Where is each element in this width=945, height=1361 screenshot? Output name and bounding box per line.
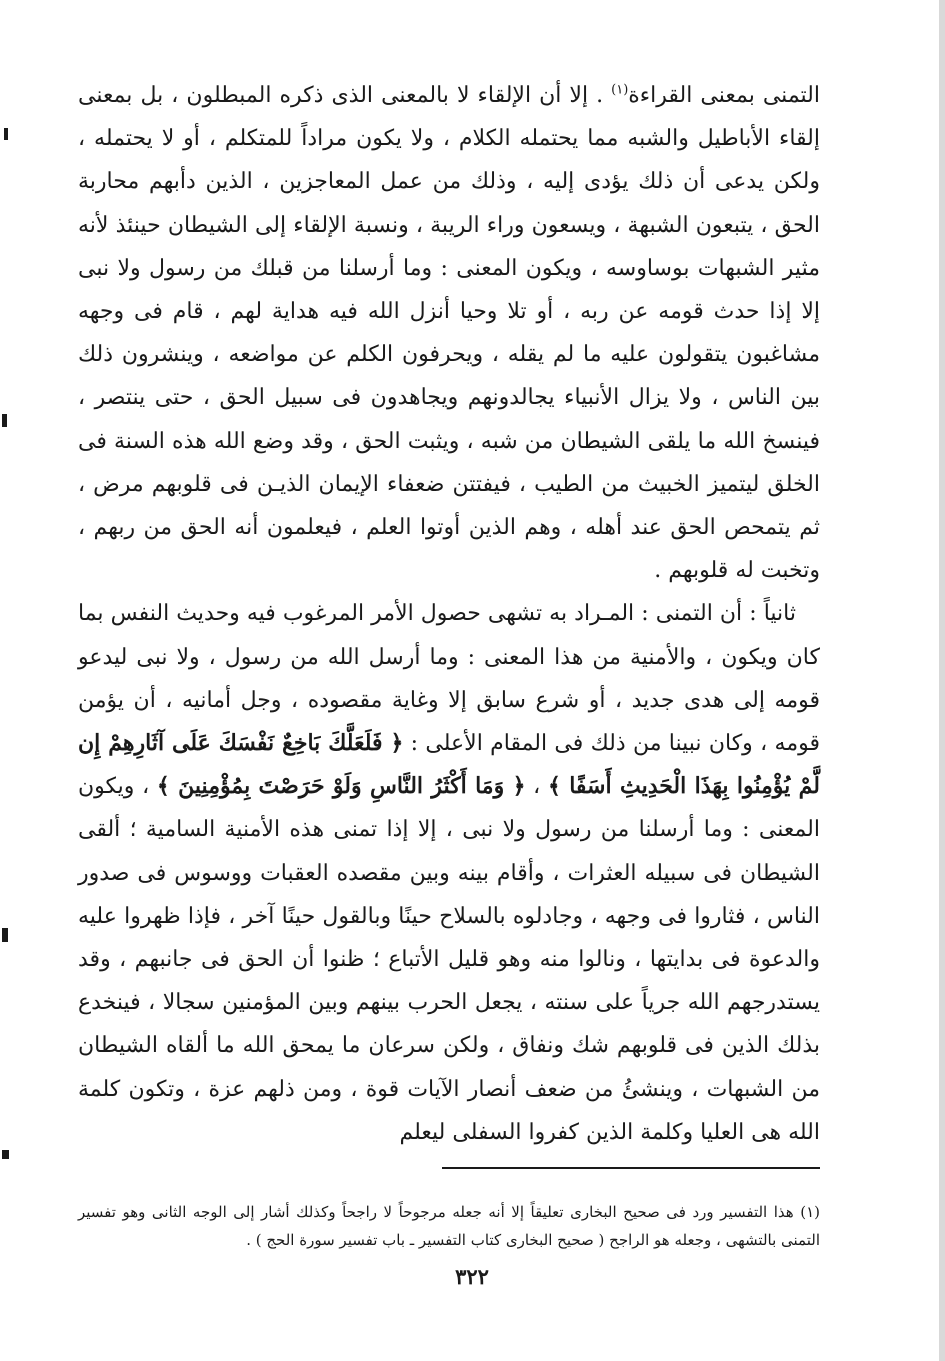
footnote-separator	[442, 1167, 820, 1169]
binding-mark	[2, 1150, 9, 1159]
main-text	[78, 74, 820, 1154]
page-number: ٣٢٢	[455, 1264, 489, 1289]
binding-mark	[2, 414, 7, 427]
quran-verse-1: ﴿ فَلَعَلَّكَ بَاخِعٌ نَفْسَكَ عَلَى آثَارِهِمْ إِن لَّمْ يُؤْمِنُوا بِهَذَا الْحَدِيثِ أَسَفًا ﴾	[78, 730, 820, 800]
paragraph-2-part-3: ، ويكون المعنى : وما أرسلنا من رسول ولا نبى ، إلا إذا تمنى هذه الأمنية السامية ؛ ألقى الشيطان فى سبيله العثرات ، وأقام بينه وبين مقصده العقبات ووسوس فى صدور الناس ، فثاروا فى وجهه ، وجادلوه بالسلاح حينًا وبالقول حينًا آخر ، فإذا ظهروا عليه والدعوة فى بدايتها ، ونالوا منه وهو قليل الأتباع ؛ ظنوا أن الحق فى جانبهم ، وقد يستدرجهم الله جرياً على سنته ، يجعل الحرب بينهم وبين المؤمنين سجالا ، فينخدع بذلك الذين فى قلوبهم شك ونفاق ، ولكن سرعان ما يمحق الله ما ألقاه الشيطان من الشبهات ، وينشئُ من ضعف أنصار الآيات قوة ، ومن ذلهم عزة ، وتكون كلمة الله هى العليا وكلمة الذين كفروا السفلى ليعلم	[78, 774, 820, 1145]
binding-mark	[4, 128, 8, 140]
paragraph-2-part-2: ،	[525, 774, 548, 800]
paragraph-1-rest: . إلا أن الإلقاء لا بالمعنى الذى ذكره المبطلون ، بل بمعنى إلقاء الأباطيل والشبه مما يحتمله الكلام ، ولا يكون مراداً للمتكلم ، أو لا يحتمله ، ولكن يدعى أن ذلك يؤدى إليه ، وذلك من عمل المعاجزين ، الذين دأبهم محاربة الحق ، يتبعون الشبهة ، ويسعون وراء الريبة ، ونسبة الإلقاء إلى الشيطان حينئذ لأنه مثير الشبهات بوساوسه ، ويكون المعنى : وما أرسلنا من قبلك من رسول ولا نبى إلا إذا حدث قومه عن ربه ، أو تلا وحيا أنزل الله فيه هداية لهم ، قام فى وجهه مشاغبون يتقولون عليه ما لم يقله ، ويحرفون الكلم عن مواضعه ، وينشرون ذلك بين الناس ، ولا يزال الأنبياء يجالدونهم ويجاهدون فى سبيل الحق ، حتى ينتصر ، فينسخ الله ما يلقى الشيطان من شبه ، ويثبت الحق ، وقد وضع الله هذه السنة فى الخلق ليتميز الخبيث من الطيب ، فيفتتن ضعفاء الإيمان الذيـن فى قلوبهم مرض ، ثم يتمحص الحق عند أهله ، وهم الذين أوتوا العلم ، فيعلمون أنه الحق من ربهم ، وتخبت له قلوبهم .	[78, 83, 820, 584]
scan-edge	[939, 0, 945, 1361]
paragraph-2	[78, 592, 820, 1154]
footnote-reference: (١)	[611, 82, 629, 98]
paragraph-1	[78, 74, 820, 592]
paragraph-2-part-1: ثانياً : أن التمنى : المـراد به تشهى حصول الأمر المرغوب فيه وحديث النفس بما كان ويكون ، والأمنية من هذا المعنى : وما أرسل الله من رسول ، ولا نبى ليدعو قومه إلى هدى جديد ، أو شرع سابق إلا وغاية مقصوده ، وجل أمانيه ، أن يؤمن قومه ، وكان نبينا من ذلك فى المقام الأعلى :	[78, 601, 820, 757]
paragraph-1-start: التمنى بمعنى القراءة	[628, 83, 820, 108]
binding-mark	[2, 928, 8, 942]
quran-verse-2: ﴿ وَمَا أَكْثَرُ النَّاسِ وَلَوْ حَرَصْتَ بِمُؤْمِنِينَ ﴾	[156, 773, 526, 800]
footnote: (١) هذا التفسير ورد فى صحيح البخارى تعليقاً إلا أنه جعله مرجوحاً لا راجحاً وكذلك أشار إلى الوجه الثانى وهو تفسير التمنى بالتشهى ، وجعله هو الراجح ( صحيح البخارى كتاب التفسير ـ باب تفسير سورة الحج ) .	[78, 1203, 820, 1249]
